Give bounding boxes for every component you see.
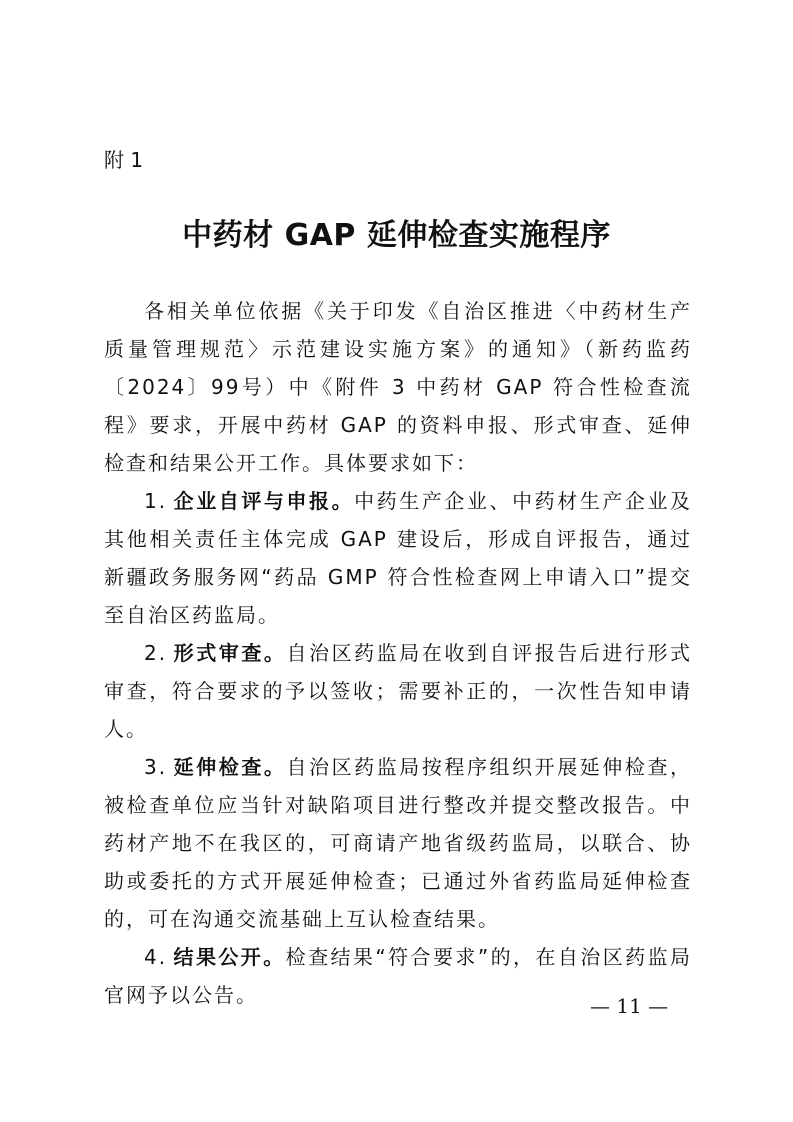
intro-paragraph: 各相关单位依据《关于印发《自治区推进〈中药材生产质量管理规范〉示范建设实施方案》的通知》（新药监药〔2024〕99号）中《附件 3 中药材 GAP 符合性检查流程》要求，开展中药材 GAP 的资料申报、形式审查、延伸检查和结果公开工作。具体要求如下： bbox=[104, 299, 692, 475]
item-text: 自治区药监局在收到自评报告后进行形式审查，符合要求的予以签收；需要补正的，一次性告知申请人。 bbox=[104, 641, 693, 741]
requirement-item-3 bbox=[104, 748, 692, 938]
item-number: 2. bbox=[144, 641, 168, 665]
item-number: 4. bbox=[144, 945, 168, 969]
document-title: 中药材 GAP 延伸检查实施程序 bbox=[182, 218, 611, 253]
item-text: 中药生产企业、中药材生产企业及其他相关责任主体完成 GAP 建设后，形成自评报告，通过新疆政务服务网“药品 GMP 符合性检查网上申请入口”提交至自治区药监局。 bbox=[104, 489, 693, 627]
item-heading: 形式审查。 bbox=[173, 641, 287, 665]
item-text: 检查结果“符合要求”的，在自治区药监局官网予以公告。 bbox=[104, 945, 692, 1007]
attachment-label: 附 1 bbox=[104, 148, 144, 172]
item-heading: 结果公开。 bbox=[173, 945, 286, 969]
requirement-item-2 bbox=[104, 634, 692, 748]
document-body bbox=[104, 292, 692, 1014]
item-number: 3. bbox=[144, 755, 168, 779]
page-number: — 11 — bbox=[590, 994, 669, 1018]
requirement-item-1 bbox=[104, 482, 692, 634]
item-text: 自治区药监局按程序组织开展延伸检查，被检查单位应当针对缺陷项目进行整改并提交整改报告。中药材产地不在我区的，可商请产地省级药监局，以联合、协助或委托的方式开展延伸检查；已通过外省药监局延伸检查的，可在沟通交流基础上互认检查结果。 bbox=[104, 755, 693, 931]
item-heading: 延伸检查。 bbox=[173, 755, 287, 779]
item-number: 1. bbox=[144, 489, 168, 513]
item-heading: 企业自评与申报。 bbox=[173, 489, 355, 513]
